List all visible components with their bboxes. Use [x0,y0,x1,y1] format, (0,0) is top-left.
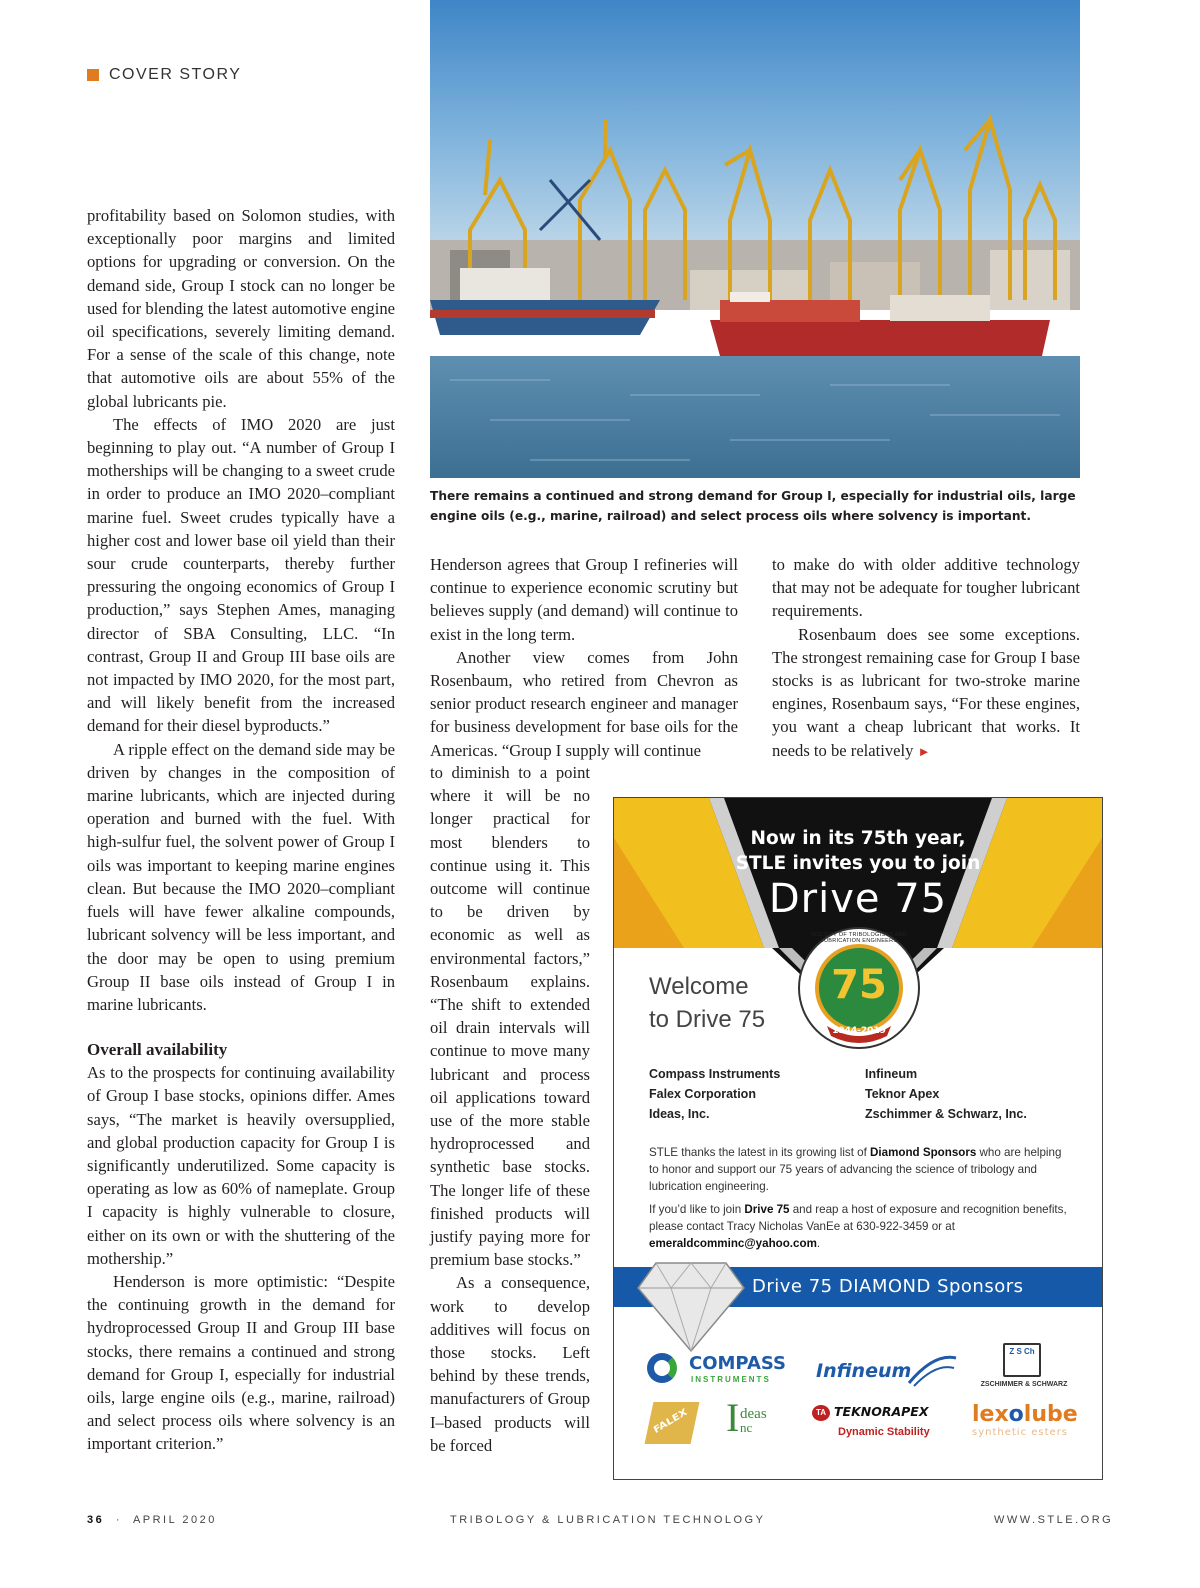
ideas-inc: nc [740,1420,753,1435]
compass-logo [647,1351,797,1391]
paragraph [772,623,1080,763]
lexo-c: lube [1023,1402,1078,1427]
ideas-logo [726,1395,786,1446]
zs-emblem-icon [1003,1343,1041,1377]
zs-letters: Z S Ch [1009,1347,1035,1356]
paragraph: Henderson agrees that Group I refineries will continue to experience economic scrutiny but believes supply (and demand) will continue to exist in the long term. [430,555,738,644]
ad-headline [614,826,1102,876]
paragraph: Henderson is more optimistic: “Despite the continuing growth in the demand for hydroprocessed Group II and Group III base stocks, there remains a continued and strong demand for Group I, especially for industrial oils, large engine oils (e.g., marine, railroad) and select process oils where solvency is an important criterion.” [87,1271,395,1454]
issue-date: APRIL 2020 [132,1514,217,1526]
ad-join-pre: If you’d like to join [649,1203,745,1216]
article-column-3 [772,553,1080,763]
sponsor-name: Zschimmer & Schwarz, Inc. [865,1107,1027,1121]
photo-caption: There remains a continued and strong demand for Group I, especially for industrial oils, large engine oils (e.g., marine, railroad) and select process oils where solvency is important. [430,489,1076,523]
ad-email-link[interactable]: emeraldcomminc@yahoo.com [649,1237,817,1250]
footer-left [87,1514,217,1526]
ad-thanks-post: who are helping to honor and support our 75 years of advancing the science of tribology and lubrication engineering. [649,1146,1062,1193]
lexo-sub: synthetic esters [972,1427,1069,1438]
ad-thanks-pre: STLE thanks the latest in its growing list of [649,1146,871,1159]
compass-sub: INSTRUMENTS [691,1375,771,1384]
sponsor-list-left [649,1064,780,1124]
compass-name: COMPASS [689,1353,787,1374]
ad-join-mid: and reap a host of exposure and recognition benefits, please contact Tracy Nicholas VanEe at 630-922-3459 or at [649,1203,1067,1233]
sponsor-name: Teknor Apex [865,1087,940,1101]
sponsor-name: Infineum [865,1067,918,1081]
drive75-advertisement [613,797,1103,1480]
paragraph: As to the prospects for continuing availability of Group I base stocks, opinions differ. Ames says, “The market is heavily oversupplied, and global production capacity for Group I is significantly underutilized. Some capacity is operating as low as 60% of nameplate. Group I capacity is highly vulnerable to closure, either on its own or with the shuttering of the mothership.” [87,1063,395,1268]
teknor-name: TEKNORAPEX [834,1404,929,1419]
ad-headline-line2: STLE invites you to join [735,853,981,874]
paragraph: to diminish to a point where it will be no longer practical for most blenders to continue using it. This outcome will continue to be driven by economic as well as environmental factors,” Rosenbaum explains. “The shift to extended oil drain intervals will continue to move many lubricant and process oil applications toward use of the more stable hydroprocessed and synthetic base stocks. The longer life of these finished products will justify paying more for premium base stocks.” [430,763,590,1270]
paragraph: to make do with older additive technology that may not be adequate for tougher lubricant requirements. [772,555,1080,621]
paragraph-text: Rosenbaum does see some exceptions. The strongest remaining case for Group I base stocks is as lubricant for two-stroke marine engines, Rosenbaum says, “For these engines, you want a cheap lubricant that works. It needs to be relatively [772,624,1080,760]
ad-welcome-line2: to Drive 75 [649,1006,766,1033]
seal-number: 75 [831,962,887,1008]
falex-name: FALEX [652,1407,689,1436]
article-column-2-narrow [430,761,590,1457]
paragraph: As a consequence, work to develop additives will focus on those stocks. Left behind by these trends, manufacturers of Group I–based products will be forced [430,1273,590,1455]
ad-thanks-bold: Diamond Sponsors [870,1146,977,1159]
infineum-logo [816,1348,966,1393]
ad-welcome-line1: Welcome [649,973,749,1000]
falex-logo [645,1402,700,1444]
ad-headline-line1: Now in its 75th year, [750,828,966,849]
ideas-i: I [726,1395,740,1440]
harbor-photo [430,0,1080,478]
footer-separator: · [115,1514,122,1526]
seal-ring-text: SOCIETY OF TRIBOLOGISTS AND LUBRICATION ENGINEERS [810,932,908,944]
paragraph: profitability based on Solomon studies, with exceptionally poor margins and limited options for upgrading or conversion. On the demand side, Group I stock can no longer be used for blending the latest automotive engine oil specifications, severely limiting demand. For a sense of the scale of this change, note that automotive oils are about 55% of the global lubricants pie. [87,206,395,411]
lexo-b: o [1008,1402,1024,1427]
page-number: 36 [87,1514,105,1526]
ad-welcome [649,970,765,1036]
article-column-2 [430,553,738,762]
lexolube-logo [972,1402,1082,1448]
stle-75-seal [797,926,921,1050]
continue-arrow-icon: ► [917,743,931,759]
section-heading: Overall availability [87,1040,228,1060]
paragraph: The effects of IMO 2020 are just beginning to play out. “A number of Group I motherships will be changing to a sweet crude in order to produce an IMO 2020–compliant marine fuel. Sweet crudes typically have a higher cost and lower base oil yield than their sour crude counterparts, thereby further pressuring the ongoing economics of Group I production,” says Stephen Ames, managing director of SBA Consulting, LLC. “In contrast, Group II and Group III base oils are not impacted by IMO 2020, for the most part, and will likely benefit from the increased demand for their diesel byproducts.” [87,414,395,736]
ad-thanks-text [649,1144,1069,1195]
teknor-badge-icon: TA [812,1405,830,1421]
ad-join-bold: Drive 75 [744,1203,790,1216]
banner-text: Drive 75 DIAMOND Sponsors [752,1276,1024,1297]
sponsor-name: Ideas, Inc. [649,1107,710,1121]
magazine-name: TRIBOLOGY & LUBRICATION TECHNOLOGY [450,1514,766,1526]
infineum-name: Infineum [816,1360,912,1382]
teknor-sub: Dynamic Stability [838,1426,930,1438]
ad-join-end: . [816,1237,821,1250]
zs-name: ZSCHIMMER & SCHWARZ [980,1381,1068,1388]
sponsor-list-right [865,1064,1027,1124]
seal-years: 1944-2019 [832,1026,886,1036]
paragraph: A ripple effect on the demand side may be driven by changes in the composition of marine lubricants, which are injected during operation and burned with the fuel. With high-sulfur fuel, the solvent power of Group I oils was important to keeping marine engines clean. But because the IMO 2020–compliant fuels will have fewer alkaline compounds, lubricant solvency will be less important, and the door may be open to using premium Group II base oils instead of Group I in marine lubricants. [87,739,395,1014]
sponsor-name: Compass Instruments [649,1067,781,1081]
compass-c-icon [647,1353,677,1383]
section-tag [87,66,241,84]
teknor-apex-logo [812,1404,962,1446]
diamond-icon [636,1253,746,1353]
website-url[interactable]: WWW.STLE.ORG [994,1514,1114,1526]
infineum-swirl-icon [904,1348,959,1388]
lexo-a: lex [972,1402,1009,1427]
ad-join-text [649,1201,1069,1252]
section-marker [87,69,99,81]
section-label: COVER STORY [109,66,242,83]
sponsor-name: Falex Corporation [649,1087,756,1101]
paragraph: Another view comes from John Rosenbaum, who retired from Chevron as senior product research engineer and manager for business development for base oils for the Americas. “Group I supply will continue [430,647,738,760]
ideas-rest: deas [740,1406,767,1422]
ad-drive-title: Drive 75 [768,876,948,922]
zschimmer-logo [969,1343,1079,1393]
article-column-1 [87,204,395,1456]
